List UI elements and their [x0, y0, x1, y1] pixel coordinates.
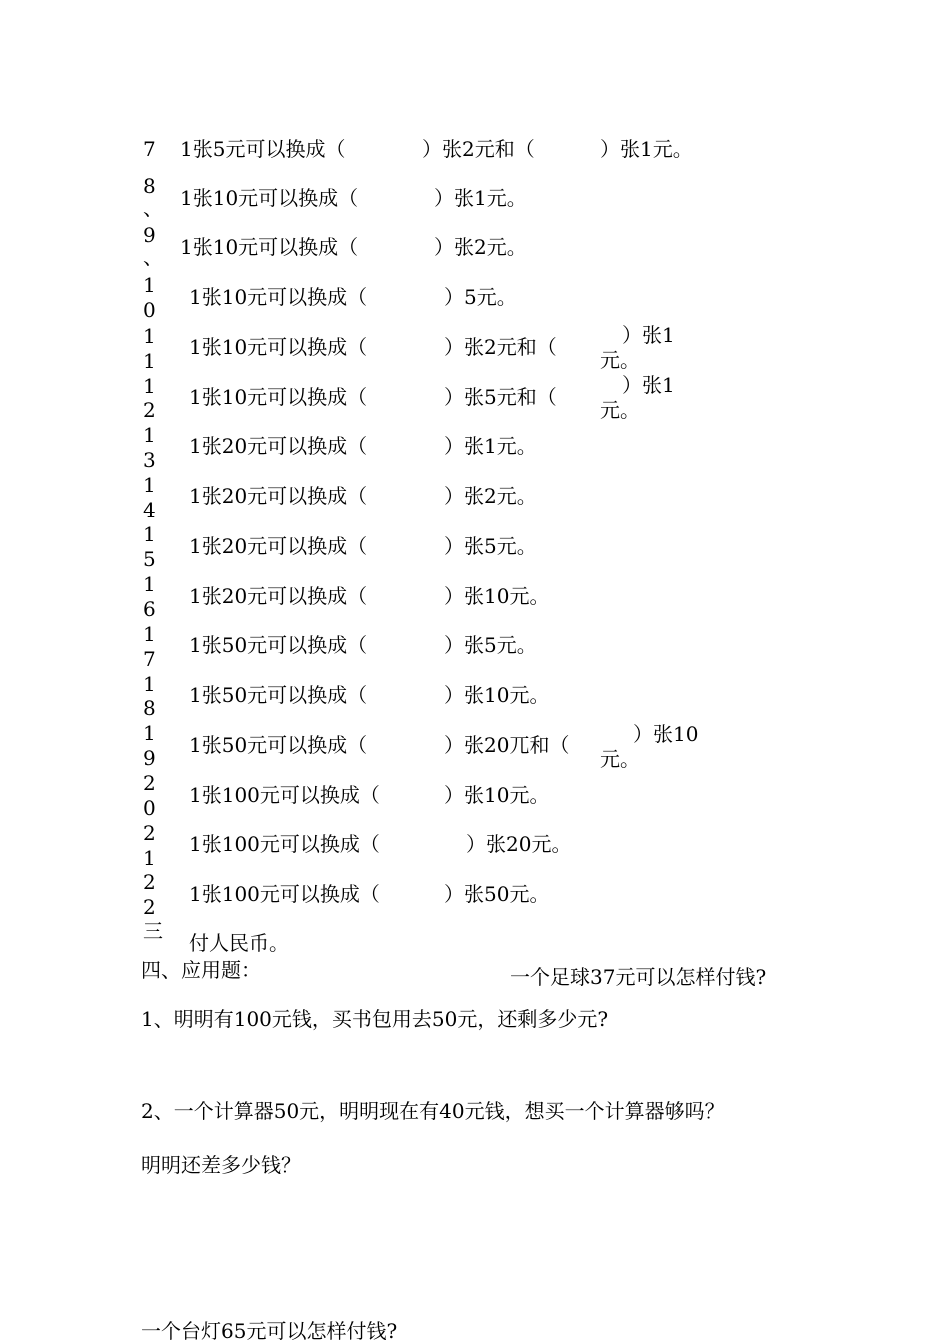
item-number: 、	[143, 245, 163, 269]
exchange-line-start: 1张20元可以换成（	[189, 584, 368, 608]
exchange-line-end: ）张1元。	[434, 186, 527, 210]
lamp-question: 一个台灯65元可以怎样付钱?	[141, 1319, 398, 1343]
exchange-line-end-top: ）张1	[622, 373, 675, 397]
exchange-line-start: 1张50元可以换成（	[189, 633, 368, 657]
item-number: 1	[143, 374, 156, 398]
section-four-heading: 四、应用题：	[141, 958, 261, 982]
exchange-line-start: 1张10元可以换成（	[180, 235, 359, 259]
item-number: 1	[143, 572, 156, 596]
item-number: 2	[143, 821, 156, 845]
exchange-line-end: ）张20元。	[466, 832, 572, 856]
exchange-line-end: ）张2元。	[444, 484, 537, 508]
exchange-line-mid: ）张5元和（	[444, 385, 557, 409]
item-number: 7	[143, 647, 156, 671]
item-number: 0	[143, 796, 156, 820]
item-number: 1	[143, 473, 156, 497]
exchange-line-end: ）张2元。	[434, 235, 527, 259]
problem-2-line-2: 明明还差多少钱？	[141, 1153, 301, 1177]
exchange-line-start: 1张10元可以换成（	[189, 285, 368, 309]
exchange-line-start: 1张10元可以换成（	[189, 335, 368, 359]
exchange-line-end-bottom: 元。	[600, 348, 640, 372]
item-number: 6	[143, 597, 156, 621]
item-number: 1	[143, 273, 156, 297]
exchange-line-start: 1张10元可以换成（	[189, 385, 368, 409]
exchange-line-end: ）张1元。	[600, 137, 693, 161]
item-number: 2	[143, 771, 156, 795]
item-number: 3	[143, 448, 156, 472]
item-number: 1	[143, 349, 156, 373]
exchange-line-start: 1张100元可以换成（	[189, 783, 380, 807]
item-number: 9	[143, 746, 156, 770]
exchange-line-end: ）张10元。	[444, 783, 550, 807]
exchange-line-start: 1张20元可以换成（	[189, 534, 368, 558]
exchange-line-end: ）张1元。	[444, 434, 537, 458]
item-number: 、	[143, 196, 163, 220]
item-number: 8	[143, 174, 156, 198]
item-number: 2	[143, 895, 156, 919]
item-number: 7	[143, 137, 156, 161]
item-number: 8	[143, 696, 156, 720]
football-question: 一个足球37元可以怎样付钱?	[510, 965, 767, 989]
section-number-three: 三	[143, 919, 163, 943]
exchange-line-end: ）张10元。	[444, 683, 550, 707]
item-number: 5	[143, 547, 156, 571]
exchange-line-start: 1张20元可以换成（	[189, 484, 368, 508]
problem-2-line-1: 2、一个计算器50元，明明现在有40元钱，想买一个计算器够吗？	[141, 1099, 725, 1123]
exchange-line-end-bottom: 元。	[600, 398, 640, 422]
item-number: 1	[143, 423, 156, 447]
item-number: 4	[143, 498, 156, 522]
item-number: 9	[143, 223, 156, 247]
exchange-line-end-bottom: 元。	[600, 747, 640, 771]
exchange-line-start: 1张20元可以换成（	[189, 434, 368, 458]
exchange-line-end-top: ）张10	[633, 722, 699, 746]
item-number: 2	[143, 870, 156, 894]
exchange-line-end: ）张50元。	[444, 882, 550, 906]
exchange-line-start: 1张50元可以换成（	[189, 733, 368, 757]
item-number: 1	[143, 622, 156, 646]
exchange-line-end: ）张10元。	[444, 584, 550, 608]
item-number: 1	[143, 672, 156, 696]
exchange-line-start: 1张50元可以换成（	[189, 683, 368, 707]
exchange-line-end: ）张5元。	[444, 534, 537, 558]
exchange-line-mid: ）张2元和（	[422, 137, 535, 161]
item-number: 2	[143, 398, 156, 422]
exchange-line-start: 1张5元可以换成（	[180, 137, 346, 161]
exchange-line-start: 1张100元可以换成（	[189, 882, 380, 906]
exchange-line-end-top: ）张1	[622, 323, 675, 347]
exchange-line-start: 1张10元可以换成（	[180, 186, 359, 210]
exchange-line-start: 1张100元可以换成（	[189, 832, 380, 856]
exchange-line-end: ）5元。	[444, 285, 517, 309]
exchange-line-mid: ）张20兀和（	[444, 733, 570, 757]
problem-1: 1、明明有100元钱，买书包用去50元，还剩多少元?	[141, 1007, 609, 1031]
exchange-line-mid: ）张2元和（	[444, 335, 557, 359]
item-number: 1	[143, 522, 156, 546]
item-number: 0	[143, 298, 156, 322]
section-three-text: 付人民币。	[189, 931, 289, 955]
item-number: 1	[143, 721, 156, 745]
item-number: 1	[143, 846, 156, 870]
item-number: 1	[143, 324, 156, 348]
exchange-line-end: ）张5元。	[444, 633, 537, 657]
